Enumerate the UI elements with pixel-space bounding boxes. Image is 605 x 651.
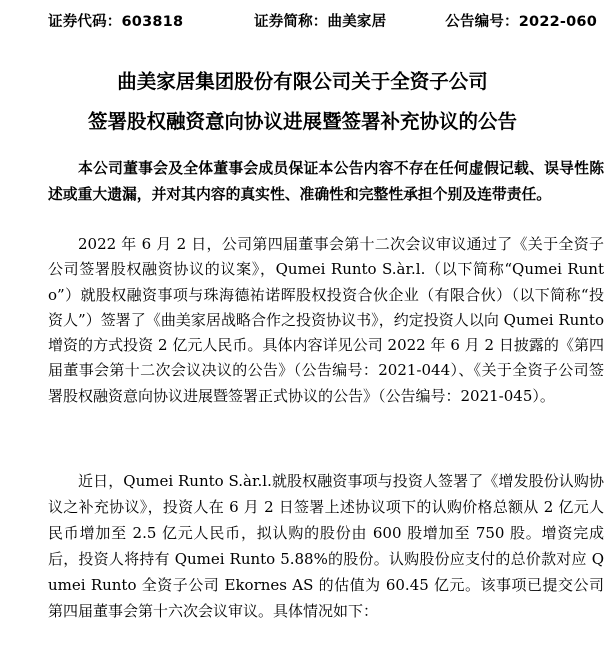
title-line-1: 曲美家居集团股份有限公司关于全资子公司: [117, 70, 488, 93]
board-guarantee-notice: 本公司董事会及全体董事会成员保证本公告内容不存在任何虚假记载、误导性陈述或重大遗漏，并对其内容的真实性、准确性和完整性承担个别及连带责任。: [48, 160, 604, 203]
body-paragraph-1: 2022 年 6 月 2 日，公司第四届董事会第十二次会议审议通过了《关于全资子公司签署股权融资协议的议案》，Qumei Runto S.àr.l.（以下简称“Qumei Runto”）就股权融资事项与珠海德祐诺晖股权投资合伙企业（有限合伙）（以下简称“投资人”）签署了《曲美家居战略合作之投资协议书》，约定投资人以向 Qumei Runto 增资的方式投资 2 亿元人民币。具体内容详见公司 2022 年 6 月 2 日披露的《第四届董事会第十二次会议决议的公告》（公告编号：2021-044）、《关于全资子公司签署股权融资意向协议进展暨签署正式协议的公告》（公告编号：2021-045）。: [48, 235, 604, 405]
stock-abbreviation: 证券简称：曲美家居: [254, 14, 387, 30]
document-header: [48, 10, 597, 36]
stock-code: 证券代码：603818: [48, 14, 184, 30]
title-line-2: 签署股权融资意向协议进展暨签署补充协议的公告: [87, 110, 517, 133]
announcement-number: 公告编号：2022-060: [445, 14, 597, 30]
body-paragraph-2: 近日，Qumei Runto S.àr.l.就股权融资事项与投资人签署了《增发股份认购协议之补充协议》，投资人在 6 月 2 日签署上述协议项下的认购价格总额从 2 亿元人民币增加至 2.5 亿元人民币，拟认购的股份由 600 股增加至 750 股。增资完成后，投资人将持有 Qumei Runto 5.88%的股份。认购股份应支付的总价款对应 Qumei Runto 全资子公司 Ekornes AS 的估值为 60.45 亿元。该事项已提交公司第四届董事会第十六次会议审议。具体情况如下：: [48, 472, 604, 620]
